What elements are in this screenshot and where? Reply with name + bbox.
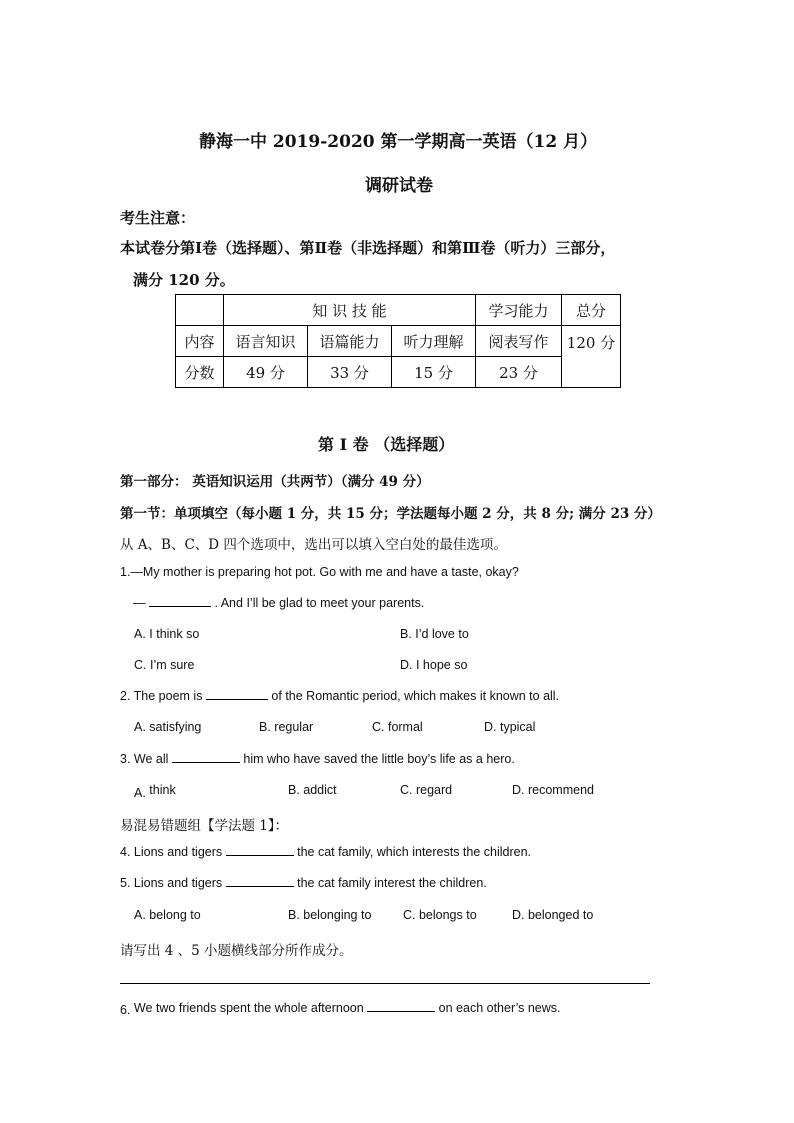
page-subtitle: 调研试卷 [365,176,433,196]
reply-text: . And I’ll be glad to meet your parents. [214,596,425,610]
page-title: 静海一中 2019-2020 第一学期高一英语（12 月） [199,132,598,152]
option-b: B. regular [259,720,314,734]
option-c: C. I’m sure [134,658,195,672]
column-label: 听力理解 [392,326,476,357]
stem-prefix: 2. The poem is [120,689,203,703]
question-5-stem [120,876,487,890]
stem-prefix: We two friends spent the whole afternoon [133,1001,364,1015]
column-label: 语篇能力 [308,326,392,357]
notice-line2: 满分 120 分。 [133,271,235,289]
q45-prompt: 请写出 4 、5 小题横线部分所作成分。 [120,943,353,959]
question-4-stem [120,845,531,859]
part-heading: 第一部分： 英语知识运用（共两节）（满分 49 分） [120,474,430,490]
score-cell: 49 分 [224,357,308,388]
column-label: 阅表写作 [476,326,562,357]
column-label: 语言知识 [224,326,308,357]
score-cell: 23 分 [476,357,562,388]
answer-blank[interactable] [172,762,240,763]
option-a: A. belong to [134,908,201,922]
total-score: 120 分 [562,326,621,388]
score-table [175,294,621,388]
option-b: B. addict [288,783,337,797]
stem-suffix: on each other’s news. [438,1001,561,1015]
stem-prefix: 5. Lions and tigers [120,876,223,890]
option-d: D. recommend [512,783,594,797]
total-header: 总分 [562,295,621,326]
option-b: B. belonging to [288,908,372,922]
notice-line1: 本试卷分第Ⅰ卷（选择题）、第Ⅱ卷（非选择题）和第Ⅲ卷（听力）三部分， [120,239,616,257]
answer-line[interactable] [120,983,650,984]
option-a: A. satisfying [134,720,202,734]
dash: — [133,596,146,610]
option-c: C. belongs to [403,908,477,922]
answer-blank[interactable] [149,606,211,607]
answer-blank[interactable] [226,855,294,856]
skills-header: 知 识 技 能 [224,295,476,326]
section-heading: 第一节：单项填空（每小题 1 分，共 15 分；学法题每小题 2 分，共 8 分; 满分 23 分） [120,506,661,522]
stem-suffix: the cat family interest the children. [297,876,487,890]
option-c: C. regard [400,783,453,797]
question-6-stem [120,1001,561,1015]
option-a: A. I think so [134,627,200,641]
volume-title: 第 I 卷 （选择题） [318,435,455,454]
option-letter: A. [134,786,146,800]
question-number: 6. [120,1003,131,1017]
ability-header: 学习能力 [476,295,562,326]
answer-blank[interactable] [226,886,294,887]
question-1-stem: 1.—My mother is preparing hot pot. Go with me and have a taste, okay? [120,565,519,579]
option-d: D. I hope so [400,658,468,672]
group-label: 易混易错题组【学法题 1】： [120,818,289,834]
question-2-stem [120,689,559,703]
table-corner-cell [176,295,224,326]
question-1-reply [133,596,424,610]
option-a [134,783,176,800]
option-d: D. belonged to [512,908,594,922]
option-d: D. typical [484,720,536,734]
score-cell: 33 分 [308,357,392,388]
stem-prefix: 3. We all [120,752,169,766]
stem-suffix: him who have saved the little boy’s life as a hero. [243,752,515,766]
question-3-stem [120,752,515,766]
instruction: 从 A、B、C、D 四个选项中，选出可以填入空白处的最佳选项。 [120,537,507,553]
option-b: B. I’d love to [400,627,469,641]
answer-blank[interactable] [367,1011,435,1012]
content-label: 内容 [176,326,224,357]
score-cell: 15 分 [392,357,476,388]
answer-blank[interactable] [206,699,268,700]
option-c: C. formal [372,720,423,734]
score-label: 分数 [176,357,224,388]
option-text: think [149,783,176,797]
stem-prefix: 4. Lions and tigers [120,845,223,859]
stem-suffix: of the Romantic period, which makes it known to all. [271,689,560,703]
stem-suffix: the cat family, which interests the children. [297,845,532,859]
notice-label: 考生注意： [120,209,196,227]
